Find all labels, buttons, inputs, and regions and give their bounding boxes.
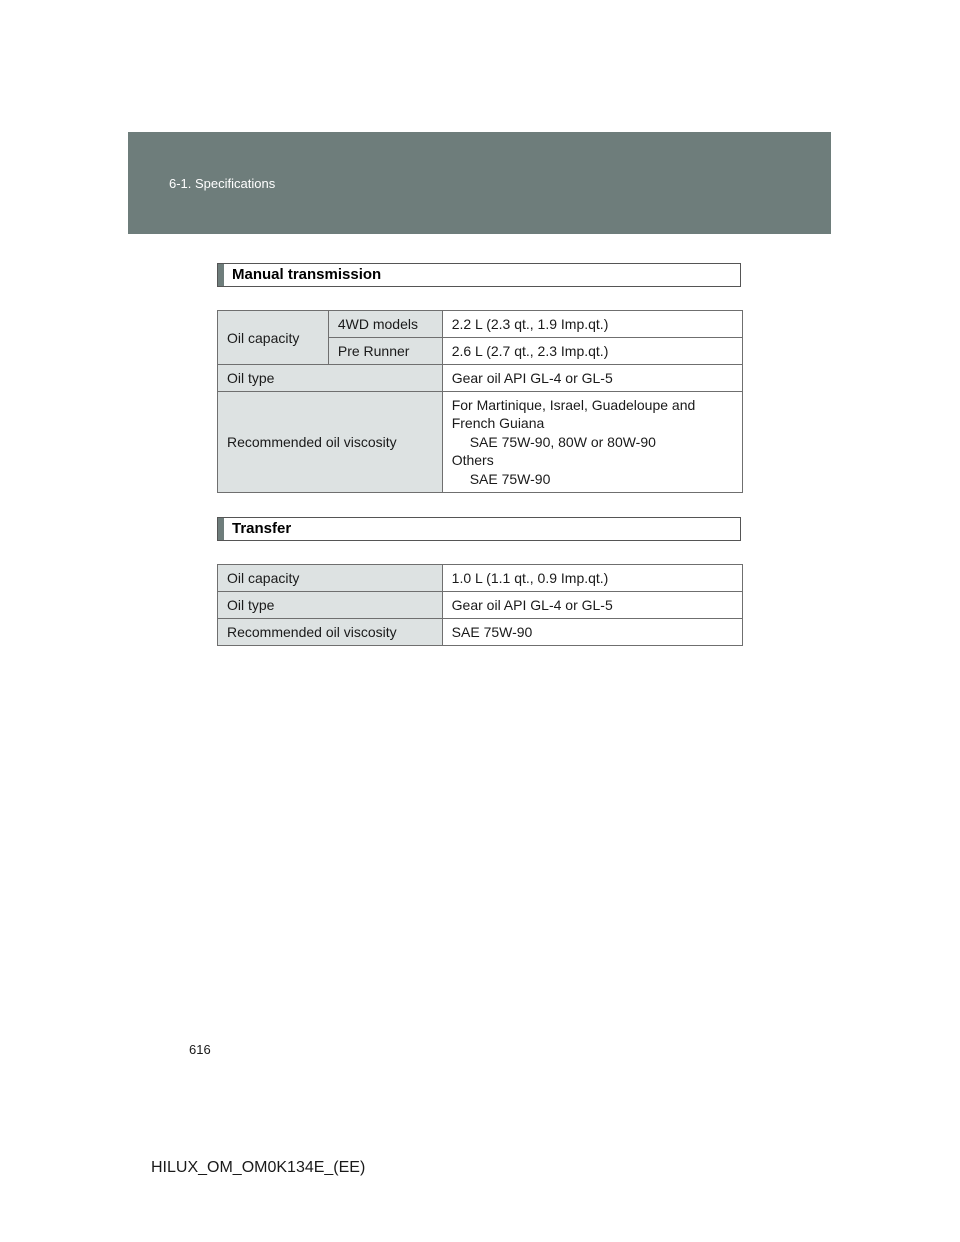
transfer-oil-type-label: Oil type [218, 592, 443, 619]
section-label: 6-1. Specifications [169, 176, 276, 191]
viscosity-value [442, 392, 742, 493]
oil-capacity-label: Oil capacity [218, 311, 329, 365]
manual-transmission-heading [217, 263, 741, 287]
table-row [218, 592, 743, 619]
transfer-oil-capacity-label: Oil capacity [218, 565, 443, 592]
table-row [218, 619, 743, 646]
manual-transmission-title: Manual transmission [232, 266, 382, 283]
viscosity-region1-line2: French Guiana [451, 415, 545, 432]
sub-label-4wd: 4WD models [328, 311, 442, 338]
heading-accent [218, 518, 224, 540]
transfer-oil-type-value: Gear oil API GL-4 or GL-5 [442, 592, 742, 619]
transfer-oil-capacity-value: 1.0 L (1.1 qt., 0.9 Imp.qt.) [442, 565, 742, 592]
transfer-title: Transfer [232, 520, 292, 537]
oil-type-label: Oil type [218, 365, 443, 392]
chapter-header-band [128, 132, 831, 234]
value-4wd: 2.2 L (2.3 qt., 1.9 Imp.qt.) [442, 311, 742, 338]
manual-transmission-table [217, 310, 743, 493]
transfer-viscosity-value: SAE 75W-90 [442, 619, 742, 646]
transfer-table [217, 564, 743, 646]
viscosity-region2-value: SAE 75W-90 [469, 470, 551, 487]
viscosity-region1-line1: For Martinique, Israel, Guadeloupe and [451, 396, 696, 413]
table-row [218, 365, 743, 392]
table-row [218, 392, 743, 493]
table-row [218, 565, 743, 592]
value-pre-runner: 2.6 L (2.7 qt., 2.3 Imp.qt.) [442, 338, 742, 365]
viscosity-region2: Others [451, 452, 494, 469]
footer-document-code: HILUX_OM_OM0K134E_(EE) [151, 1159, 366, 1176]
table-row [218, 311, 743, 338]
sub-label-pre-runner: Pre Runner [328, 338, 442, 365]
oil-type-value: Gear oil API GL-4 or GL-5 [442, 365, 742, 392]
viscosity-region1-value: SAE 75W-90, 80W or 80W-90 [469, 433, 656, 450]
transfer-viscosity-label: Recommended oil viscosity [218, 619, 443, 646]
heading-accent [218, 264, 224, 286]
transfer-heading [217, 517, 741, 541]
page-number: 616 [189, 1042, 211, 1057]
viscosity-label: Recommended oil viscosity [218, 392, 443, 493]
